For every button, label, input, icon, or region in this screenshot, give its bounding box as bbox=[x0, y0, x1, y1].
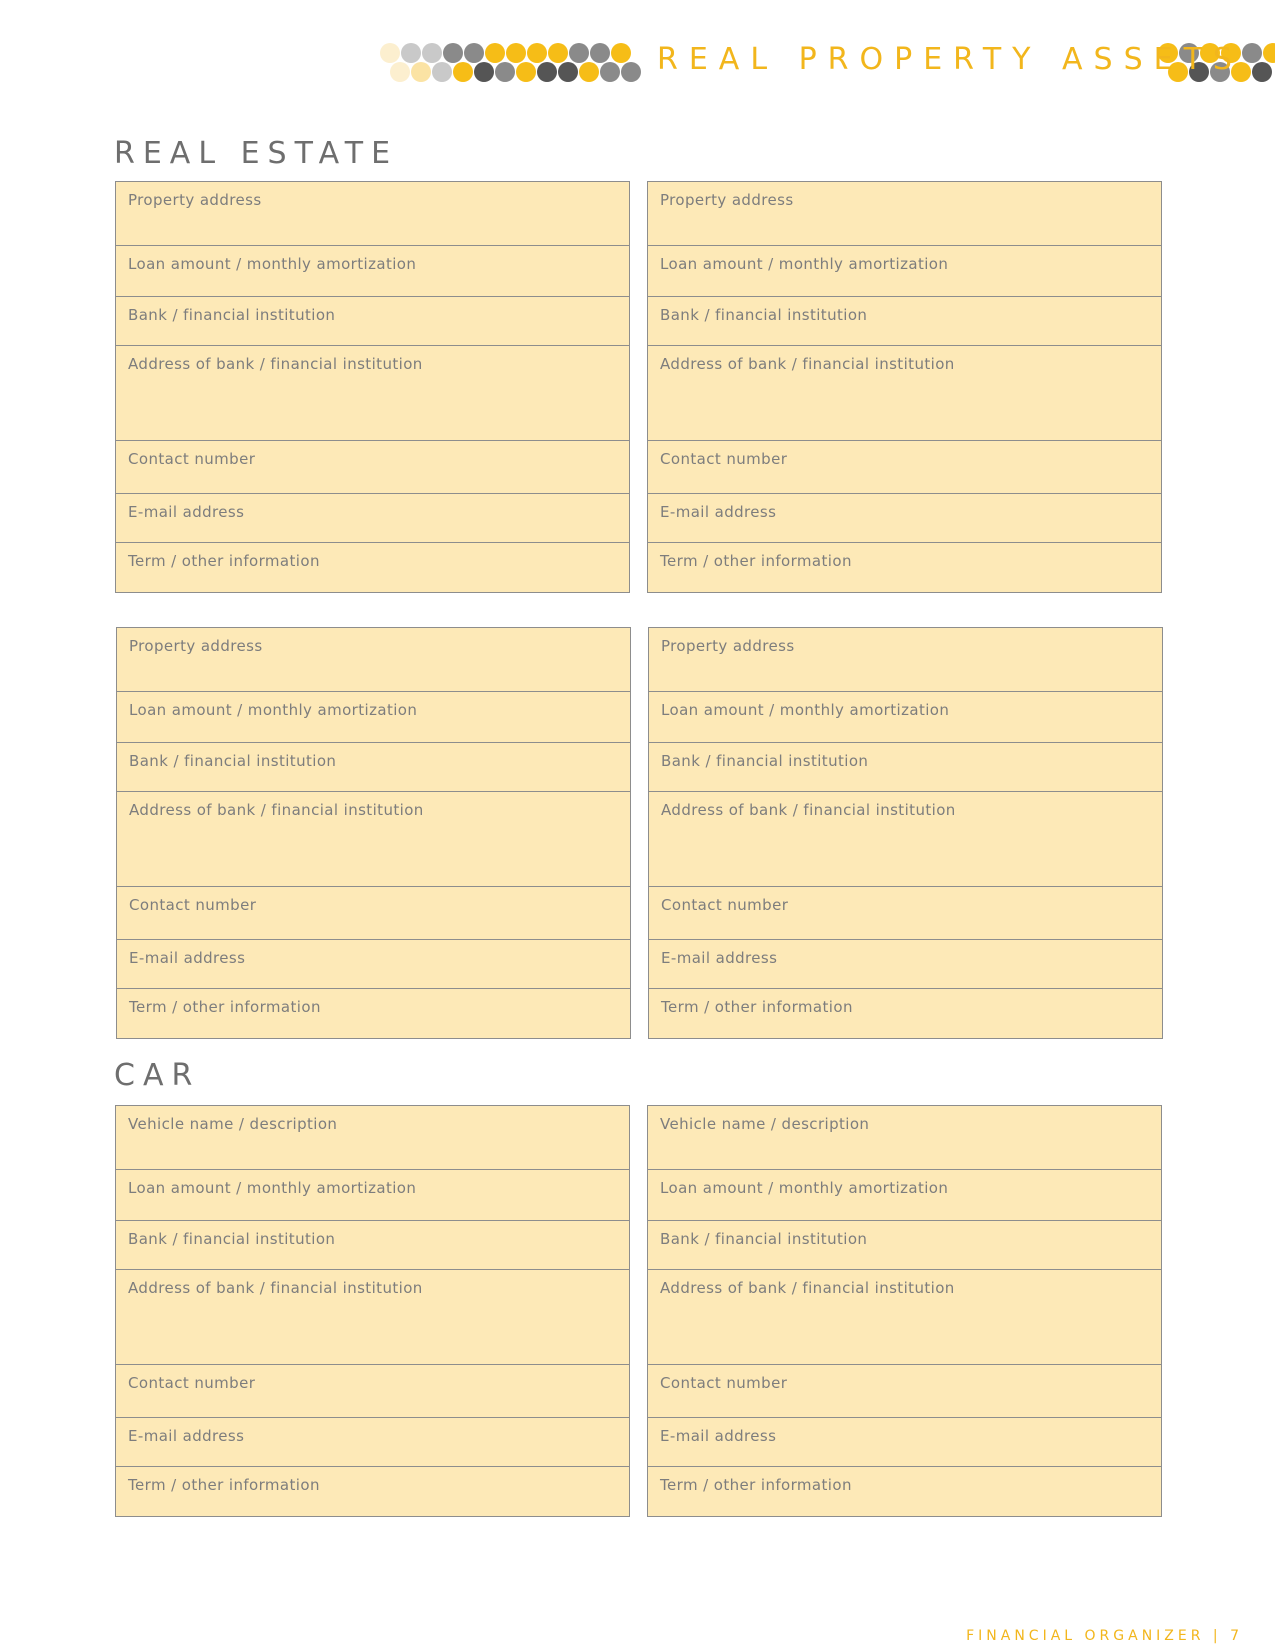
field-term-info[interactable]: Term / other information bbox=[649, 988, 1162, 1038]
field-contact-number[interactable]: Contact number bbox=[648, 440, 1161, 493]
field-bank[interactable]: Bank / financial institution bbox=[648, 296, 1161, 345]
field-property-address[interactable]: Property address bbox=[660, 191, 794, 209]
field-email-address[interactable]: E-mail address bbox=[649, 939, 1162, 988]
field-bank-address[interactable]: Address of bank / financial institution bbox=[116, 1269, 629, 1364]
dot bbox=[485, 43, 505, 63]
car-form-1 bbox=[115, 1105, 630, 1517]
field-loan-amount[interactable]: Loan amount / monthly amortization bbox=[649, 691, 1162, 742]
field-loan-amount[interactable]: Loan amount / monthly amortization bbox=[116, 1169, 629, 1220]
field-vehicle-name[interactable]: Vehicle name / description bbox=[128, 1115, 338, 1133]
field-property-address[interactable]: Property address bbox=[128, 191, 262, 209]
dot bbox=[548, 43, 568, 63]
car-form-2 bbox=[647, 1105, 1162, 1517]
field-loan-amount[interactable]: Loan amount / monthly amortization bbox=[117, 691, 630, 742]
field-term-info[interactable]: Term / other information bbox=[648, 1466, 1161, 1516]
field-contact-number[interactable]: Contact number bbox=[116, 1364, 629, 1417]
field-contact-number[interactable]: Contact number bbox=[648, 1364, 1161, 1417]
field-bank-address[interactable]: Address of bank / financial institution bbox=[116, 345, 629, 440]
dot bbox=[558, 62, 578, 82]
dot bbox=[1263, 43, 1275, 63]
field-loan-amount[interactable]: Loan amount / monthly amortization bbox=[648, 1169, 1161, 1220]
dot bbox=[464, 43, 484, 63]
dot bbox=[569, 43, 589, 63]
field-email-address[interactable]: E-mail address bbox=[648, 493, 1161, 542]
field-bank[interactable]: Bank / financial institution bbox=[648, 1220, 1161, 1269]
dot bbox=[506, 43, 526, 63]
field-bank[interactable]: Bank / financial institution bbox=[117, 742, 630, 791]
field-bank[interactable]: Bank / financial institution bbox=[116, 1220, 629, 1269]
field-bank-address[interactable]: Address of bank / financial institution bbox=[649, 791, 1162, 886]
real-estate-form-4 bbox=[648, 627, 1163, 1039]
dot bbox=[422, 43, 442, 63]
field-bank-address[interactable]: Address of bank / financial institution bbox=[648, 1269, 1161, 1364]
dot bbox=[495, 62, 515, 82]
field-property-address[interactable]: Property address bbox=[661, 637, 795, 655]
field-contact-number[interactable]: Contact number bbox=[649, 886, 1162, 939]
real-estate-form-2 bbox=[647, 181, 1162, 593]
dot bbox=[621, 62, 641, 82]
field-email-address[interactable]: E-mail address bbox=[116, 493, 629, 542]
field-bank-address[interactable]: Address of bank / financial institution bbox=[648, 345, 1161, 440]
section-title-real-estate: REAL ESTATE bbox=[114, 136, 399, 171]
dot bbox=[443, 43, 463, 63]
dot bbox=[611, 43, 631, 63]
dot bbox=[411, 62, 431, 82]
field-bank[interactable]: Bank / financial institution bbox=[649, 742, 1162, 791]
field-bank[interactable]: Bank / financial institution bbox=[116, 296, 629, 345]
dot bbox=[516, 62, 536, 82]
dot bbox=[401, 43, 421, 63]
dot bbox=[1242, 43, 1262, 63]
field-loan-amount[interactable]: Loan amount / monthly amortization bbox=[116, 245, 629, 296]
page-footer: FINANCIAL ORGANIZER | 7 bbox=[966, 1628, 1243, 1644]
field-vehicle-name[interactable]: Vehicle name / description bbox=[660, 1115, 870, 1133]
dot bbox=[453, 62, 473, 82]
dot bbox=[380, 43, 400, 63]
dot bbox=[590, 43, 610, 63]
field-contact-number[interactable]: Contact number bbox=[116, 440, 629, 493]
field-term-info[interactable]: Term / other information bbox=[116, 1466, 629, 1516]
dot bbox=[579, 62, 599, 82]
real-estate-form-3 bbox=[116, 627, 631, 1039]
field-term-info[interactable]: Term / other information bbox=[648, 542, 1161, 592]
field-term-info[interactable]: Term / other information bbox=[117, 988, 630, 1038]
field-email-address[interactable]: E-mail address bbox=[648, 1417, 1161, 1466]
field-bank-address[interactable]: Address of bank / financial institution bbox=[117, 791, 630, 886]
dot bbox=[600, 62, 620, 82]
dot bbox=[432, 62, 452, 82]
field-loan-amount[interactable]: Loan amount / monthly amortization bbox=[648, 245, 1161, 296]
dots-left-cluster bbox=[380, 43, 641, 82]
section-title-car: CAR bbox=[114, 1058, 201, 1093]
field-email-address[interactable]: E-mail address bbox=[116, 1417, 629, 1466]
dot bbox=[474, 62, 494, 82]
dot bbox=[1252, 62, 1272, 82]
dot bbox=[537, 62, 557, 82]
dot bbox=[390, 62, 410, 82]
dot bbox=[527, 43, 547, 63]
field-property-address[interactable]: Property address bbox=[129, 637, 263, 655]
field-term-info[interactable]: Term / other information bbox=[116, 542, 629, 592]
page-title: REAL PROPERTY ASSETS bbox=[657, 42, 1243, 77]
real-estate-form-1 bbox=[115, 181, 630, 593]
field-contact-number[interactable]: Contact number bbox=[117, 886, 630, 939]
field-email-address[interactable]: E-mail address bbox=[117, 939, 630, 988]
